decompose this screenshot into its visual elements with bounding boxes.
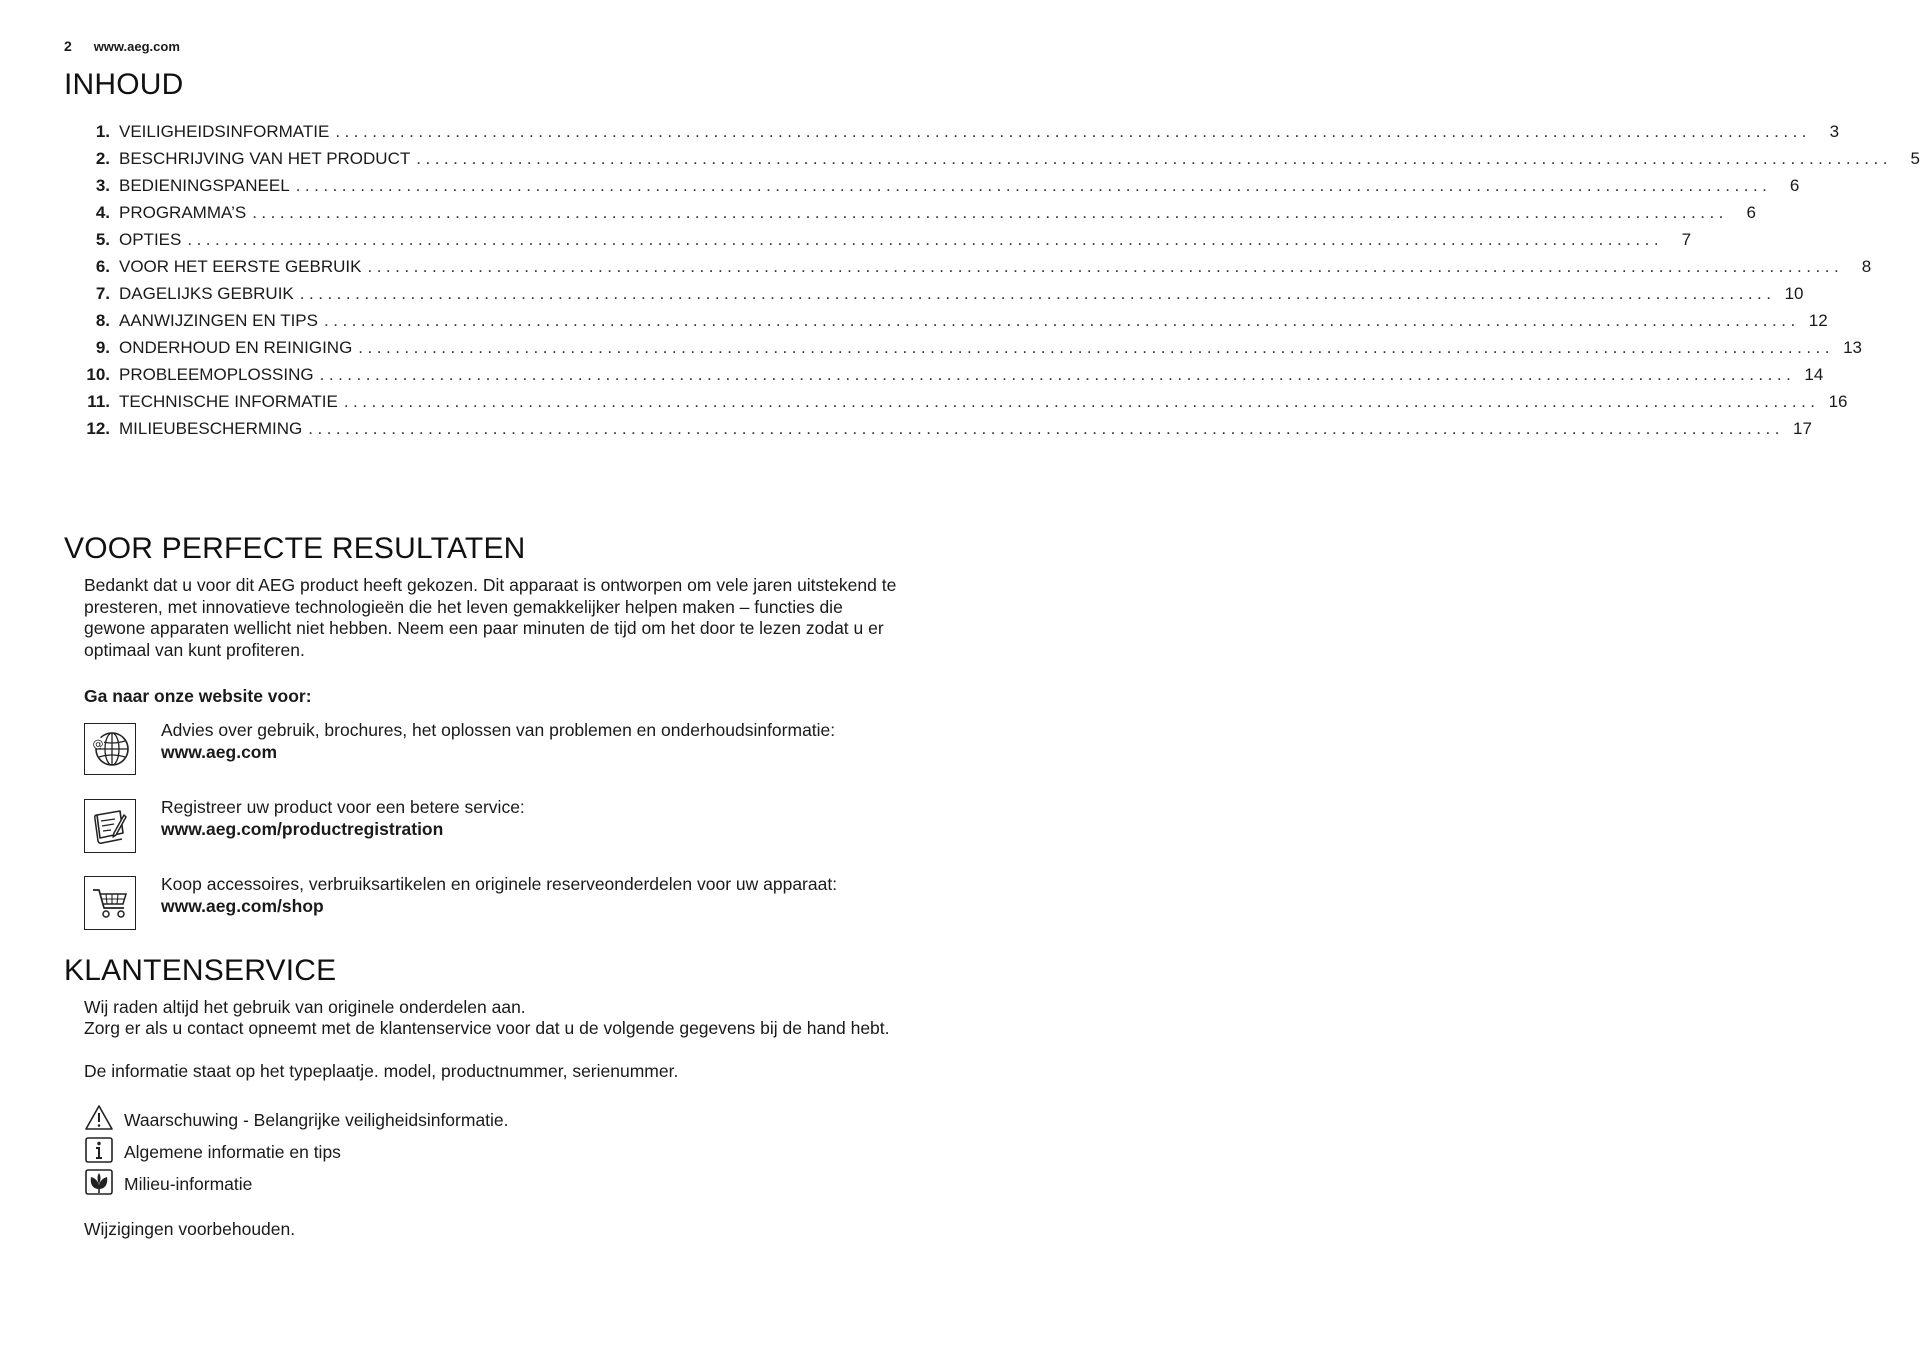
registration-text: Registreer uw product voor een betere service: www.aeg.com/productregistration <box>161 797 901 840</box>
toc-page-number: 3 <box>1829 122 1840 141</box>
toc-entry-title[interactable]: BESCHRIJVING VAN HET PRODUCT <box>119 149 411 168</box>
toc-row[interactable] <box>78 311 1828 338</box>
toc-row[interactable] <box>78 149 1920 176</box>
toc-dot-leader: ................................................................................................................................................................ <box>295 176 1772 195</box>
toc-entry-title[interactable]: PROBLEEMOPLOSSING <box>119 365 314 384</box>
toc-row[interactable] <box>78 284 1804 311</box>
toc-dot-leader: ................................................................................................................................................................ <box>187 230 1664 249</box>
toc-number: 2. <box>95 149 110 168</box>
legend-environment-text: Milieu-informatie <box>124 1174 253 1194</box>
toc-page-number: 6 <box>1746 203 1756 222</box>
toc-page-number: 7 <box>1681 230 1692 249</box>
page-header <box>64 38 180 54</box>
service-line-2: Zorg er als u contact opneemt met de klantenservice voor dat u de volgende gegevens bij de hand hebt. <box>84 1018 890 1038</box>
toc-page-number: 13 <box>1843 338 1862 357</box>
toc-dot-leader: ................................................................................................................................................................ <box>319 365 1796 384</box>
toc-dot-leader: ................................................................................................................................................................ <box>343 392 1820 411</box>
results-title: VOOR PERFECTE RESULTATEN <box>64 532 526 565</box>
toc-page-number: 16 <box>1828 392 1848 411</box>
table-of-contents <box>78 122 1920 446</box>
registration-url[interactable]: www.aeg.com/productregistration <box>161 818 444 839</box>
toc-title: INHOUD <box>64 68 184 101</box>
shop-text: Koop accessoires, verbruiksartikelen en originele reserveonderdelen voor uw apparaat: www.aeg.com/shop <box>161 874 901 917</box>
toc-dot-leader: ................................................................................................................................................................ <box>367 257 1844 276</box>
toc-page-number: 12 <box>1808 311 1828 330</box>
toc-page-number: 8 <box>1861 257 1872 276</box>
svg-text:@: @ <box>92 737 104 751</box>
toc-row[interactable] <box>78 419 1812 446</box>
toc-number: 12. <box>86 419 110 438</box>
toc-dot-leader: ................................................................................................................................................................ <box>308 419 1784 438</box>
toc-entry-title[interactable]: AANWIJZINGEN EN TIPS <box>119 311 318 330</box>
support-url[interactable]: www.aeg.com <box>161 741 278 762</box>
toc-number: 11. <box>87 392 110 411</box>
toc-number: 10. <box>86 365 110 384</box>
link-row-support <box>84 720 904 780</box>
toc-dot-leader: ................................................................................................................................................................ <box>358 338 1834 357</box>
toc-dot-leader: ................................................................................................................................................................ <box>416 149 1892 168</box>
service-title: KLANTENSERVICE <box>64 954 337 987</box>
toc-entry-title[interactable]: MILIEUBESCHERMING <box>119 419 303 438</box>
toc-entry-title[interactable]: OPTIES <box>119 230 182 249</box>
toc-row[interactable] <box>78 257 1872 284</box>
toc-page-number: 10 <box>1784 284 1804 303</box>
toc-page-number: 6 <box>1789 176 1800 195</box>
toc-number: 5. <box>95 230 110 249</box>
toc-entry-title[interactable]: BEDIENINGSPANEEL <box>119 176 290 195</box>
link-row-shop <box>84 874 904 936</box>
toc-number: 8. <box>95 311 110 330</box>
toc-entry-title[interactable]: VOOR HET EERSTE GEBRUIK <box>119 257 362 276</box>
toc-row[interactable] <box>78 338 1862 365</box>
toc-row[interactable] <box>78 365 1824 392</box>
toc-page-number: 14 <box>1804 365 1824 384</box>
toc-row[interactable] <box>78 230 1692 257</box>
toc-dot-leader: ................................................................................................................................................................ <box>299 284 1776 303</box>
link-row-registration <box>84 797 904 857</box>
header-website[interactable]: www.aeg.com <box>93 39 180 54</box>
info-icon <box>84 1136 114 1164</box>
toc-number: 9. <box>95 338 110 357</box>
toc-number: 6. <box>95 257 110 276</box>
toc-number: 7. <box>95 284 110 303</box>
toc-entry-title[interactable]: TECHNISCHE INFORMATIE <box>119 392 338 411</box>
toc-row[interactable] <box>78 176 1800 203</box>
toc-entry-title[interactable]: ONDERHOUD EN REINIGING <box>119 338 353 357</box>
toc-number: 4. <box>95 203 110 222</box>
support-text: Advies over gebruik, brochures, het oplossen van problemen en onderhoudsinformatie: www.aeg.com <box>161 720 901 763</box>
toc-dot-leader: ................................................................................................................................................................ <box>335 122 1812 141</box>
toc-number: 1. <box>95 122 110 141</box>
toc-page-number: 5 <box>1910 149 1920 168</box>
toc-row[interactable] <box>78 122 1840 149</box>
results-intro: Bedankt dat u voor dit AEG product heeft gekozen. Dit apparaat is ontworpen om vele jaren uitstekend te presteren, met innovatieve technologieën die het leven gemakkelijker helpen maken – functies die gewone apparaten wellicht niet hebben. Neem een paar minuten de tijd om het door te lezen zodat u er optimaal van kunt profiteren. <box>84 575 897 660</box>
toc-row[interactable] <box>78 203 1756 230</box>
legend-info-text: Algemene informatie en tips <box>124 1142 341 1162</box>
toc-number: 3. <box>95 176 110 195</box>
toc-entry-title[interactable]: PROGRAMMA’S <box>119 203 247 222</box>
legend-warning-text: Waarschuwing - Belangrijke veiligheidsinformatie. <box>124 1110 509 1130</box>
service-line-1: Wij raden altijd het gebruik van originele onderdelen aan. <box>84 997 526 1017</box>
registration-icon <box>84 799 136 853</box>
toc-dot-leader: ................................................................................................................................................................ <box>252 203 1728 222</box>
website-heading: Ga naar onze website voor: <box>84 686 312 706</box>
shop-url[interactable]: www.aeg.com/shop <box>161 895 324 916</box>
page-number: 2 <box>64 38 72 54</box>
toc-page-number: 17 <box>1793 419 1812 438</box>
environment-icon <box>84 1168 114 1196</box>
toc-entry-title[interactable]: VEILIGHEIDSINFORMATIE <box>119 122 330 141</box>
service-line-3: De informatie staat op het typeplaatje. model, productnummer, serienummer. <box>84 1061 679 1081</box>
shopping-cart-icon <box>84 876 136 930</box>
warning-icon <box>84 1104 114 1132</box>
globe-icon <box>84 723 136 775</box>
toc-entry-title[interactable]: DAGELIJKS GEBRUIK <box>119 284 294 303</box>
footer-note: Wijzigingen voorbehouden. <box>84 1219 296 1239</box>
toc-dot-leader: ................................................................................................................................................................ <box>324 311 1800 330</box>
toc-row[interactable] <box>78 392 1848 419</box>
